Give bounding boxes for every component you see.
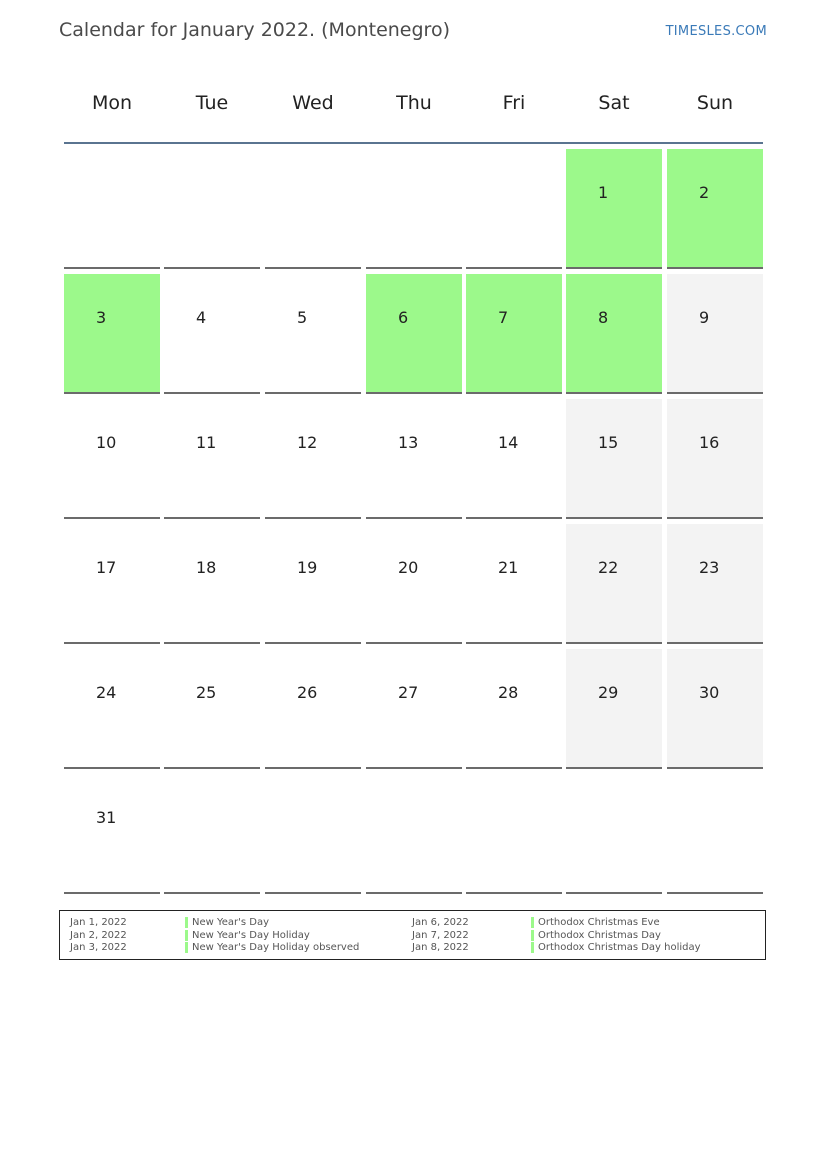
weekday-header	[64, 80, 764, 126]
holiday-date: Jan 7, 2022	[412, 930, 469, 941]
day-cell	[466, 524, 562, 644]
day-cell	[466, 399, 562, 519]
day-number: 11	[196, 433, 217, 452]
day-number: 31	[96, 808, 117, 827]
holiday-color-marker	[185, 930, 188, 941]
holiday-name: Orthodox Christmas Day	[538, 930, 661, 941]
empty-day-cell	[265, 774, 361, 894]
day-cell	[164, 399, 260, 519]
empty-day-cell	[366, 774, 462, 894]
day-number: 13	[398, 433, 419, 452]
day-number: 18	[196, 558, 217, 577]
weekend-day-cell	[667, 399, 763, 519]
day-cell	[164, 274, 260, 394]
calendar-grid	[64, 149, 764, 895]
weekend-day-cell	[566, 649, 662, 769]
day-number: 10	[96, 433, 117, 452]
holiday-color-marker	[531, 942, 534, 953]
day-number: 26	[297, 683, 318, 702]
day-number: 25	[196, 683, 217, 702]
empty-day-cell	[667, 774, 763, 894]
day-number: 17	[96, 558, 117, 577]
holiday-color-marker	[531, 917, 534, 928]
day-number: 22	[598, 558, 619, 577]
weekend-day-cell	[667, 524, 763, 644]
day-cell	[265, 524, 361, 644]
empty-day-cell	[466, 774, 562, 894]
day-number: 2	[699, 183, 710, 202]
day-cell	[466, 649, 562, 769]
weekday-wed: Wed	[292, 92, 334, 114]
day-number: 19	[297, 558, 318, 577]
empty-day-cell	[164, 149, 260, 269]
weekday-tue: Tue	[195, 92, 229, 114]
day-cell	[366, 524, 462, 644]
day-cell	[64, 774, 160, 894]
day-number: 21	[498, 558, 519, 577]
day-cell	[366, 649, 462, 769]
day-number: 30	[699, 683, 720, 702]
holiday-name: Orthodox Christmas Eve	[538, 917, 660, 928]
day-number: 27	[398, 683, 419, 702]
day-cell	[64, 649, 160, 769]
day-number: 4	[196, 308, 207, 327]
holiday-color-marker	[531, 930, 534, 941]
day-number: 15	[598, 433, 619, 452]
holiday-day-cell	[366, 274, 462, 394]
weekday-thu: Thu	[396, 92, 432, 114]
day-cell	[164, 524, 260, 644]
holiday-date: Jan 6, 2022	[412, 917, 469, 928]
day-number: 8	[598, 308, 609, 327]
day-cell	[265, 649, 361, 769]
weekday-sun: Sun	[696, 92, 734, 114]
empty-day-cell	[64, 149, 160, 269]
weekend-day-cell	[566, 399, 662, 519]
day-number: 5	[297, 308, 308, 327]
empty-day-cell	[164, 774, 260, 894]
day-number: 28	[498, 683, 519, 702]
holiday-color-marker	[185, 917, 188, 928]
page-title: Calendar for January 2022. (Montenegro)	[59, 19, 450, 41]
day-cell	[164, 649, 260, 769]
empty-day-cell	[366, 149, 462, 269]
day-number: 14	[498, 433, 519, 452]
weekend-day-cell	[667, 649, 763, 769]
holiday-name: New Year's Day Holiday observed	[192, 942, 360, 953]
weekday-fri: Fri	[502, 92, 526, 114]
holiday-legend	[59, 910, 766, 960]
day-number: 1	[598, 183, 609, 202]
empty-day-cell	[265, 149, 361, 269]
day-number: 3	[96, 308, 107, 327]
day-number: 16	[699, 433, 720, 452]
day-cell	[265, 399, 361, 519]
holiday-day-cell	[566, 274, 662, 394]
holiday-name: Orthodox Christmas Day holiday	[538, 942, 701, 953]
holiday-day-cell	[667, 149, 763, 269]
day-cell	[366, 399, 462, 519]
day-cell	[64, 524, 160, 644]
holiday-day-cell	[466, 274, 562, 394]
header-divider	[64, 142, 763, 144]
day-cell	[64, 399, 160, 519]
day-number: 29	[598, 683, 619, 702]
day-number: 23	[699, 558, 720, 577]
weekend-day-cell	[667, 274, 763, 394]
holiday-day-cell	[64, 274, 160, 394]
day-number: 7	[498, 308, 509, 327]
day-number: 12	[297, 433, 318, 452]
day-number: 9	[699, 308, 710, 327]
holiday-name: New Year's Day	[192, 917, 270, 928]
empty-day-cell	[466, 149, 562, 269]
day-cell	[265, 274, 361, 394]
site-link[interactable]: TIMESLES.COM	[665, 24, 767, 39]
day-number: 24	[96, 683, 117, 702]
holiday-date: Jan 2, 2022	[70, 930, 127, 941]
weekday-sat: Sat	[598, 92, 630, 114]
holiday-date: Jan 1, 2022	[70, 917, 127, 928]
empty-day-cell	[566, 774, 662, 894]
holiday-color-marker	[185, 942, 188, 953]
holiday-name: New Year's Day Holiday	[192, 930, 310, 941]
day-number: 6	[398, 308, 409, 327]
holiday-date: Jan 8, 2022	[412, 942, 469, 953]
weekend-day-cell	[566, 524, 662, 644]
weekday-mon: Mon	[91, 92, 133, 114]
day-number: 20	[398, 558, 419, 577]
holiday-date: Jan 3, 2022	[70, 942, 127, 953]
holiday-day-cell	[566, 149, 662, 269]
